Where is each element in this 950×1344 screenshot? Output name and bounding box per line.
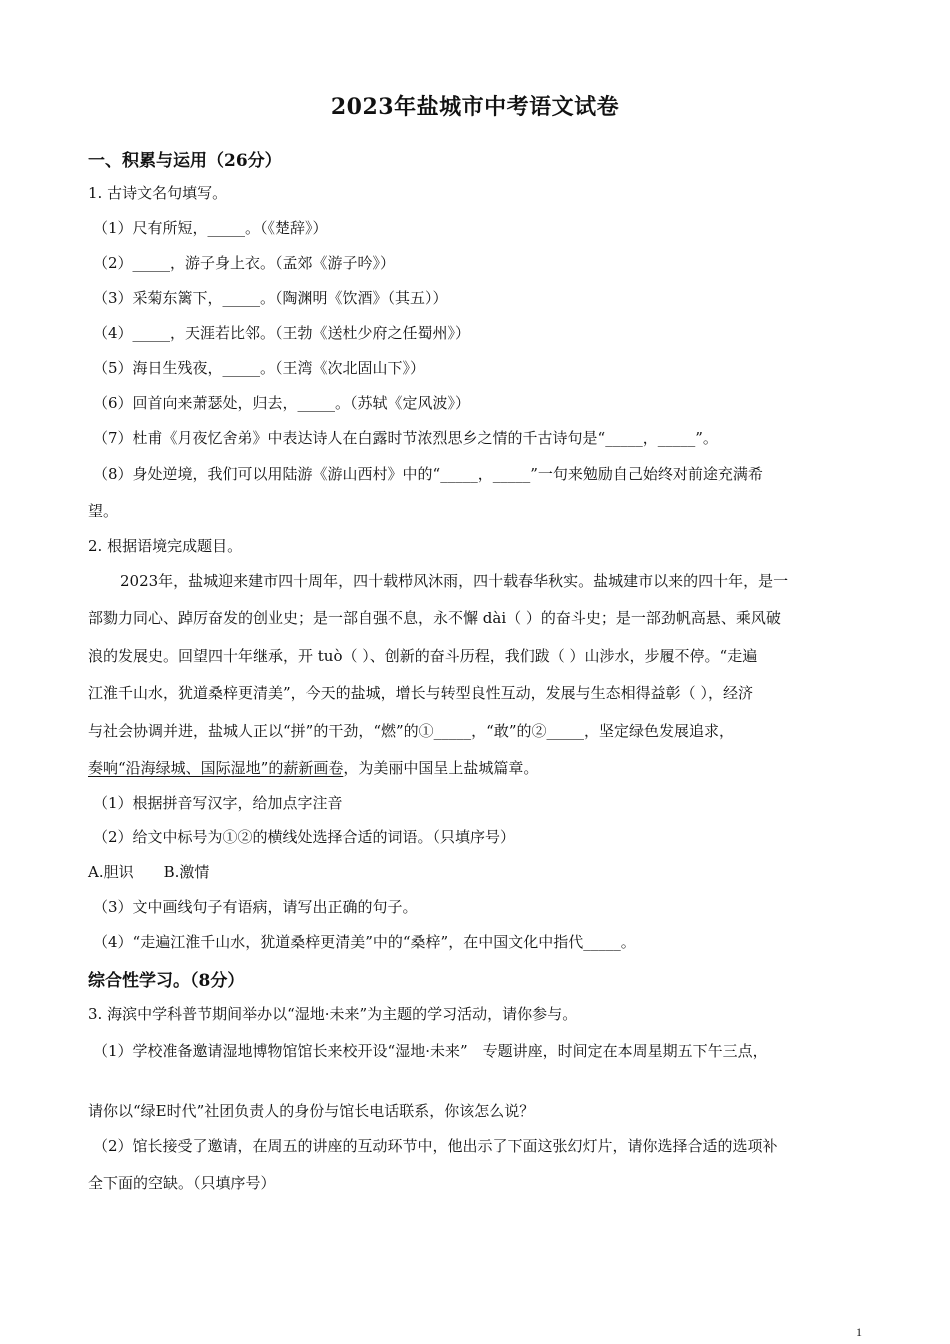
section-heading-2: 综合性学习。（8分） [88, 971, 245, 991]
passage-line-last [88, 757, 862, 778]
question-1-stem: 1. 古诗文名句填写。 [88, 184, 228, 202]
question-1-item: （2）_____，游子身上衣。（孟郊《游子吟》） [93, 254, 396, 272]
question-1-item: （7）杜甫《月夜忆舍弟》中表达诗人在白露时节浓烈思乡之情的千古诗句是“_____，_____”。 [93, 429, 718, 447]
question-3-item: （2）馆长接受了邀请，在周五的讲座的互动环节中，他出示了下面这张幻灯片，请你选择合适的选项补 [93, 1137, 778, 1155]
question-1-item: （8）身处逆境，我们可以用陆游《游山西村》中的“_____，_____”一句来勉励自己始终对前途充满希 [93, 465, 763, 483]
question-1-item: 望。 [88, 502, 119, 520]
passage-line-rest: ，为美丽中国呈上盐城篇章。 [343, 759, 539, 777]
passage-line: 与社会协调并进，盐城人正以“拼”的干劲，“燃”的①_____，“敢”的②_____，坚定绿色发展追求， [88, 722, 735, 740]
answer-options: A.胆识 B.激情 [88, 863, 210, 881]
question-3-item: 全下面的空缺。（只填序号） [88, 1174, 276, 1192]
question-2-item: （1）根据拼音写汉字，给加点字注音 [93, 794, 343, 812]
question-1-item: （3）采菊东篱下，_____。（陶渊明《饮酒》（其五）） [93, 289, 448, 307]
passage-line: 浪的发展史。回望四十年继承，开 tuò（ ）、创新的奋斗历程，我们跋（ ）山涉水，步履不停。“走遍 [88, 647, 758, 665]
section-heading-1: 一、积累与运用（26分） [88, 151, 282, 171]
page-number: 1 [856, 1325, 862, 1339]
underlined-sentence: 奏响“沿海绿城、国际湿地”的薪新画卷 [88, 759, 344, 777]
question-2-item: （4）“走遍江淮千山水，犹道桑梓更清美”中的“桑梓”，在中国文化中指代_____。 [93, 933, 636, 951]
page-title: 2023年盐城市中考语文试卷 [330, 94, 620, 120]
question-1-item: （6）回首向来萧瑟处，归去，_____。（苏轼《定风波》） [93, 394, 471, 412]
question-3-stem: 3. 海滨中学科普节期间举办以“湿地·未来”为主题的学习活动，请你参与。 [88, 1005, 578, 1023]
passage-line: 部勠力同心、踔厉奋发的创业史；是一部自强不息，永不懈 dài（ ）的奋斗史；是一部劲帆高悬、乘风破 [88, 609, 781, 627]
question-3-item: （1）学校准备邀请湿地博物馆馆长来校开设“湿地·未来” 专题讲座，时间定在本周星期五下午三点， [93, 1042, 768, 1060]
question-3-item: 请你以“绿E时代”社团负责人的身份与馆长电话联系，你该怎么说？ [88, 1102, 535, 1120]
question-2-item: （2）给文中标号为①②的横线处选择合适的词语。（只填序号） [93, 828, 516, 846]
passage-line: 江淮千山水，犹道桑梓更清美”，今天的盐城，增长与转型良性互动，发展与生态相得益彰（ ），经济 [88, 684, 753, 702]
question-1-item: （4）_____，天涯若比邻。（王勃《送杜少府之任蜀州》） [93, 324, 471, 342]
question-2-stem: 2. 根据语境完成题目。 [88, 537, 243, 555]
question-1-item: （5）海日生残夜，_____。（王湾《次北固山下》） [93, 359, 426, 377]
question-1-item: （1）尺有所短，_____。（《楚辞》） [93, 219, 328, 237]
question-2-item: （3）文中画线句子有语病，请写出正确的句子。 [93, 898, 418, 916]
passage-line: 2023年，盐城迎来建市四十周年，四十载栉风沐雨，四十载春华秋实。盐城建市以来的四十年，是一 [120, 572, 789, 590]
